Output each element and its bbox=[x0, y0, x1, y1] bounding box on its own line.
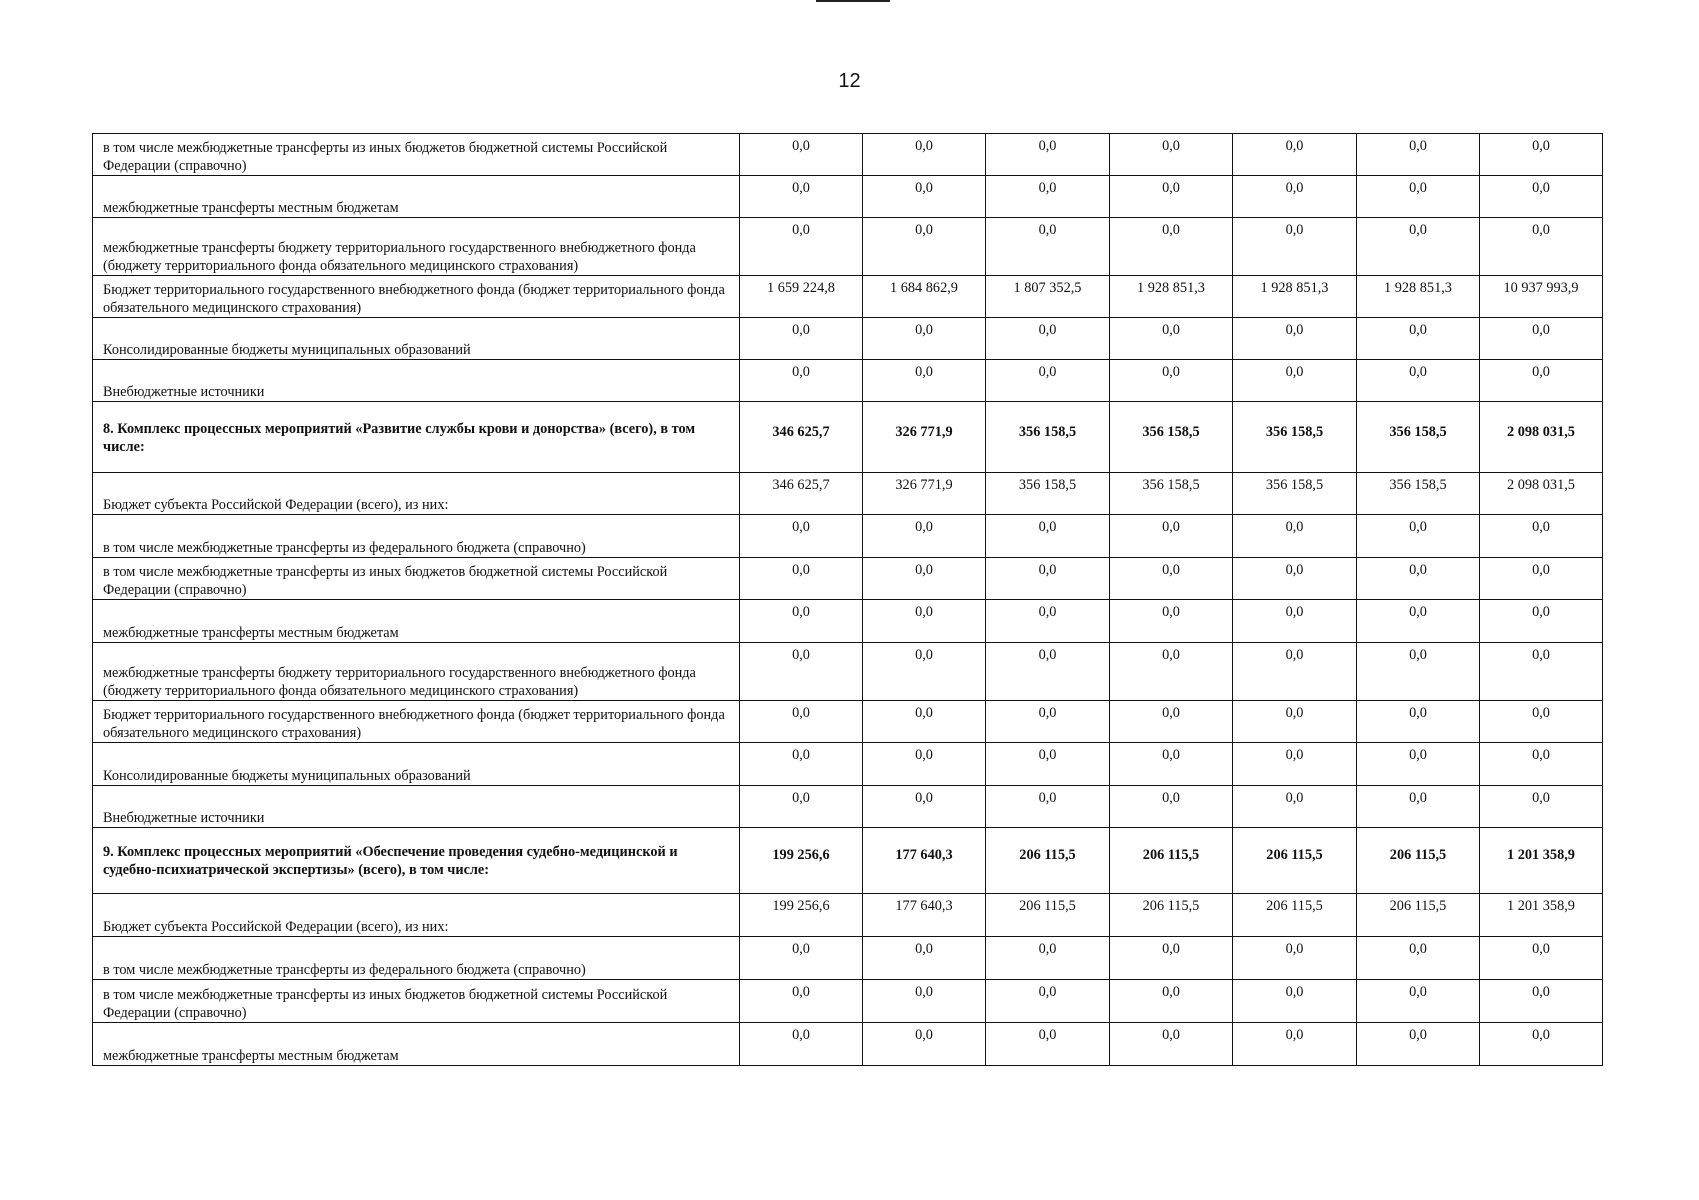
year-value-cell: 0,0 bbox=[986, 360, 1110, 402]
year-value-cell: 0,0 bbox=[1233, 1023, 1357, 1066]
year-value-cell: 346 625,7 bbox=[740, 473, 863, 515]
table-row bbox=[93, 134, 1603, 176]
row-total-value: 2 098 031,5 bbox=[1480, 473, 1603, 515]
year-value-cell: 0,0 bbox=[1110, 743, 1233, 786]
table-row bbox=[93, 176, 1603, 218]
row-total-value: 0,0 bbox=[1480, 134, 1603, 176]
year-value-cell: 0,0 bbox=[1110, 558, 1233, 600]
year-value-cell: 0,0 bbox=[740, 176, 863, 218]
year-value-cell: 0,0 bbox=[1233, 318, 1357, 360]
row-total-value: 0,0 bbox=[1480, 360, 1603, 402]
budget-table bbox=[92, 133, 1603, 1066]
row-total-value: 0,0 bbox=[1480, 558, 1603, 600]
year-value-cell: 0,0 bbox=[863, 701, 986, 743]
year-value-cell: 0,0 bbox=[1357, 980, 1480, 1023]
year-value-cell: 0,0 bbox=[1357, 600, 1480, 643]
row-total-value: 2 098 031,5 bbox=[1480, 402, 1603, 473]
year-value-cell: 0,0 bbox=[863, 980, 986, 1023]
row-label: в том числе межбюджетные трансферты из иных бюджетов бюджетной системы Российской Федерации (справочно) bbox=[93, 558, 740, 600]
year-value-cell: 0,0 bbox=[740, 600, 863, 643]
row-label: Консолидированные бюджеты муниципальных образований bbox=[93, 318, 740, 360]
page-number: 12 bbox=[838, 70, 861, 92]
row-total-value: 0,0 bbox=[1480, 318, 1603, 360]
year-value-cell: 0,0 bbox=[740, 1023, 863, 1066]
year-value-cell: 0,0 bbox=[986, 643, 1110, 701]
year-value-cell: 0,0 bbox=[1357, 701, 1480, 743]
year-value-cell: 0,0 bbox=[1233, 600, 1357, 643]
year-value-cell: 356 158,5 bbox=[986, 473, 1110, 515]
table-row bbox=[93, 218, 1603, 276]
row-label: Бюджет территориального государственного внебюджетного фонда (бюджет территориального фонда обязательного медицинского страхования) bbox=[93, 701, 740, 743]
year-value-cell: 0,0 bbox=[863, 937, 986, 980]
year-value-cell: 0,0 bbox=[986, 743, 1110, 786]
year-value-cell: 356 158,5 bbox=[1357, 402, 1480, 473]
year-value-cell: 0,0 bbox=[863, 558, 986, 600]
year-value-cell: 0,0 bbox=[1233, 980, 1357, 1023]
row-total-value: 0,0 bbox=[1480, 701, 1603, 743]
year-value-cell: 0,0 bbox=[1357, 218, 1480, 276]
year-value-cell: 0,0 bbox=[1233, 176, 1357, 218]
year-value-cell: 0,0 bbox=[986, 176, 1110, 218]
year-value-cell: 0,0 bbox=[740, 786, 863, 828]
year-value-cell: 0,0 bbox=[863, 1023, 986, 1066]
year-value-cell: 0,0 bbox=[1357, 1023, 1480, 1066]
row-total-value: 0,0 bbox=[1480, 176, 1603, 218]
year-value-cell: 0,0 bbox=[986, 134, 1110, 176]
year-value-cell: 206 115,5 bbox=[1110, 894, 1233, 937]
row-total-value: 10 937 993,9 bbox=[1480, 276, 1603, 318]
row-total-value: 0,0 bbox=[1480, 743, 1603, 786]
year-value-cell: 0,0 bbox=[1110, 134, 1233, 176]
row-label: межбюджетные трансферты местным бюджетам bbox=[93, 600, 740, 643]
year-value-cell: 0,0 bbox=[740, 701, 863, 743]
row-total-value: 0,0 bbox=[1480, 786, 1603, 828]
year-value-cell: 0,0 bbox=[1233, 134, 1357, 176]
year-value-cell: 0,0 bbox=[1110, 643, 1233, 701]
top-scan-mark bbox=[816, 0, 890, 2]
row-label: Внебюджетные источники bbox=[93, 360, 740, 402]
row-label: Бюджет субъекта Российской Федерации (всего), из них: bbox=[93, 894, 740, 937]
year-value-cell: 0,0 bbox=[1233, 786, 1357, 828]
year-value-cell: 0,0 bbox=[986, 318, 1110, 360]
year-value-cell: 326 771,9 bbox=[863, 402, 986, 473]
year-value-cell: 0,0 bbox=[986, 937, 1110, 980]
year-value-cell: 0,0 bbox=[740, 558, 863, 600]
row-label: межбюджетные трансферты местным бюджетам bbox=[93, 176, 740, 218]
year-value-cell: 0,0 bbox=[1357, 643, 1480, 701]
row-label: межбюджетные трансферты бюджету территориального государственного внебюджетного фонда (бюджету территориального фонда обязательного медицинского страхования) bbox=[93, 643, 740, 701]
year-value-cell: 0,0 bbox=[1233, 218, 1357, 276]
year-value-cell: 1 684 862,9 bbox=[863, 276, 986, 318]
year-value-cell: 0,0 bbox=[740, 218, 863, 276]
year-value-cell: 0,0 bbox=[1357, 558, 1480, 600]
year-value-cell: 0,0 bbox=[1110, 980, 1233, 1023]
year-value-cell: 0,0 bbox=[1110, 786, 1233, 828]
year-value-cell: 0,0 bbox=[863, 360, 986, 402]
table-row bbox=[93, 515, 1603, 558]
table-row bbox=[93, 473, 1603, 515]
year-value-cell: 0,0 bbox=[1357, 743, 1480, 786]
year-value-cell: 206 115,5 bbox=[1233, 894, 1357, 937]
year-value-cell: 206 115,5 bbox=[1233, 828, 1357, 894]
table-row bbox=[93, 701, 1603, 743]
table-row bbox=[93, 786, 1603, 828]
year-value-cell: 206 115,5 bbox=[986, 828, 1110, 894]
year-value-cell: 0,0 bbox=[1110, 318, 1233, 360]
year-value-cell: 1 807 352,5 bbox=[986, 276, 1110, 318]
year-value-cell: 0,0 bbox=[986, 600, 1110, 643]
year-value-cell: 0,0 bbox=[1110, 176, 1233, 218]
row-label: 8. Комплекс процессных мероприятий «Развитие службы крови и донорства» (всего), в том числе: bbox=[93, 402, 740, 473]
year-value-cell: 0,0 bbox=[863, 515, 986, 558]
table-row bbox=[93, 318, 1603, 360]
row-label: Внебюджетные источники bbox=[93, 786, 740, 828]
row-label: в том числе межбюджетные трансферты из иных бюджетов бюджетной системы Российской Федерации (справочно) bbox=[93, 134, 740, 176]
year-value-cell: 206 115,5 bbox=[1357, 894, 1480, 937]
year-value-cell: 0,0 bbox=[740, 937, 863, 980]
year-value-cell: 0,0 bbox=[1233, 743, 1357, 786]
year-value-cell: 0,0 bbox=[986, 558, 1110, 600]
year-value-cell: 177 640,3 bbox=[863, 894, 986, 937]
year-value-cell: 0,0 bbox=[1233, 515, 1357, 558]
year-value-cell: 326 771,9 bbox=[863, 473, 986, 515]
year-value-cell: 0,0 bbox=[863, 643, 986, 701]
year-value-cell: 0,0 bbox=[1110, 515, 1233, 558]
row-total-value: 0,0 bbox=[1480, 515, 1603, 558]
table-row bbox=[93, 743, 1603, 786]
table-row bbox=[93, 980, 1603, 1023]
table-row bbox=[93, 937, 1603, 980]
year-value-cell: 206 115,5 bbox=[1110, 828, 1233, 894]
year-value-cell: 0,0 bbox=[863, 134, 986, 176]
year-value-cell: 1 928 851,3 bbox=[1357, 276, 1480, 318]
row-label: в том числе межбюджетные трансферты из федерального бюджета (справочно) bbox=[93, 515, 740, 558]
section-total-row bbox=[93, 828, 1603, 894]
year-value-cell: 0,0 bbox=[863, 318, 986, 360]
year-value-cell: 0,0 bbox=[986, 980, 1110, 1023]
year-value-cell: 0,0 bbox=[1110, 937, 1233, 980]
row-label: Консолидированные бюджеты муниципальных образований bbox=[93, 743, 740, 786]
row-total-value: 0,0 bbox=[1480, 643, 1603, 701]
row-total-value: 0,0 bbox=[1480, 937, 1603, 980]
year-value-cell: 0,0 bbox=[986, 701, 1110, 743]
year-value-cell: 0,0 bbox=[740, 743, 863, 786]
row-label: Бюджет субъекта Российской Федерации (всего), из них: bbox=[93, 473, 740, 515]
year-value-cell: 0,0 bbox=[1357, 176, 1480, 218]
year-value-cell: 0,0 bbox=[986, 1023, 1110, 1066]
year-value-cell: 356 158,5 bbox=[1110, 402, 1233, 473]
row-total-value: 0,0 bbox=[1480, 600, 1603, 643]
year-value-cell: 0,0 bbox=[1110, 701, 1233, 743]
year-value-cell: 0,0 bbox=[740, 643, 863, 701]
row-total-value: 1 201 358,9 bbox=[1480, 894, 1603, 937]
row-total-value: 1 201 358,9 bbox=[1480, 828, 1603, 894]
table-row bbox=[93, 276, 1603, 318]
year-value-cell: 206 115,5 bbox=[986, 894, 1110, 937]
year-value-cell: 177 640,3 bbox=[863, 828, 986, 894]
year-value-cell: 356 158,5 bbox=[1110, 473, 1233, 515]
year-value-cell: 0,0 bbox=[1233, 360, 1357, 402]
row-total-value: 0,0 bbox=[1480, 218, 1603, 276]
year-value-cell: 0,0 bbox=[1357, 134, 1480, 176]
year-value-cell: 1 659 224,8 bbox=[740, 276, 863, 318]
row-label: в том числе межбюджетные трансферты из иных бюджетов бюджетной системы Российской Федерации (справочно) bbox=[93, 980, 740, 1023]
year-value-cell: 0,0 bbox=[1233, 701, 1357, 743]
year-value-cell: 0,0 bbox=[863, 743, 986, 786]
table-row bbox=[93, 894, 1603, 937]
table-row bbox=[93, 1023, 1603, 1066]
year-value-cell: 356 158,5 bbox=[1233, 402, 1357, 473]
year-value-cell: 0,0 bbox=[1110, 1023, 1233, 1066]
year-value-cell: 356 158,5 bbox=[1233, 473, 1357, 515]
table-row bbox=[93, 600, 1603, 643]
year-value-cell: 356 158,5 bbox=[1357, 473, 1480, 515]
row-label: 9. Комплекс процессных мероприятий «Обеспечение проведения судебно-медицинской и судебно-психиатрической экспертизы» (всего), в том числе: bbox=[93, 828, 740, 894]
year-value-cell: 206 115,5 bbox=[1357, 828, 1480, 894]
table-row bbox=[93, 360, 1603, 402]
row-label: в том числе межбюджетные трансферты из федерального бюджета (справочно) bbox=[93, 937, 740, 980]
year-value-cell: 199 256,6 bbox=[740, 828, 863, 894]
year-value-cell: 0,0 bbox=[1110, 360, 1233, 402]
year-value-cell: 0,0 bbox=[1357, 318, 1480, 360]
year-value-cell: 0,0 bbox=[1233, 558, 1357, 600]
section-total-row bbox=[93, 402, 1603, 473]
year-value-cell: 356 158,5 bbox=[986, 402, 1110, 473]
row-total-value: 0,0 bbox=[1480, 1023, 1603, 1066]
year-value-cell: 0,0 bbox=[1357, 937, 1480, 980]
table-row bbox=[93, 643, 1603, 701]
year-value-cell: 0,0 bbox=[740, 318, 863, 360]
year-value-cell: 0,0 bbox=[1233, 937, 1357, 980]
year-value-cell: 0,0 bbox=[1233, 643, 1357, 701]
year-value-cell: 0,0 bbox=[863, 600, 986, 643]
year-value-cell: 1 928 851,3 bbox=[1110, 276, 1233, 318]
row-label: Бюджет территориального государственного внебюджетного фонда (бюджет территориального фонда обязательного медицинского страхования) bbox=[93, 276, 740, 318]
year-value-cell: 0,0 bbox=[740, 360, 863, 402]
year-value-cell: 0,0 bbox=[1110, 600, 1233, 643]
year-value-cell: 0,0 bbox=[863, 218, 986, 276]
year-value-cell: 346 625,7 bbox=[740, 402, 863, 473]
year-value-cell: 0,0 bbox=[986, 515, 1110, 558]
budget-table-body bbox=[93, 134, 1603, 1066]
year-value-cell: 0,0 bbox=[986, 786, 1110, 828]
year-value-cell: 0,0 bbox=[1357, 786, 1480, 828]
row-label: межбюджетные трансферты местным бюджетам bbox=[93, 1023, 740, 1066]
year-value-cell: 0,0 bbox=[740, 515, 863, 558]
table-row bbox=[93, 558, 1603, 600]
row-total-value: 0,0 bbox=[1480, 980, 1603, 1023]
row-label: межбюджетные трансферты бюджету территориального государственного внебюджетного фонда (бюджету территориального фонда обязательного медицинского страхования) bbox=[93, 218, 740, 276]
year-value-cell: 1 928 851,3 bbox=[1233, 276, 1357, 318]
year-value-cell: 0,0 bbox=[1357, 515, 1480, 558]
year-value-cell: 0,0 bbox=[1357, 360, 1480, 402]
year-value-cell: 0,0 bbox=[863, 786, 986, 828]
year-value-cell: 0,0 bbox=[1110, 218, 1233, 276]
year-value-cell: 0,0 bbox=[740, 980, 863, 1023]
year-value-cell: 0,0 bbox=[986, 218, 1110, 276]
year-value-cell: 0,0 bbox=[740, 134, 863, 176]
year-value-cell: 199 256,6 bbox=[740, 894, 863, 937]
year-value-cell: 0,0 bbox=[863, 176, 986, 218]
